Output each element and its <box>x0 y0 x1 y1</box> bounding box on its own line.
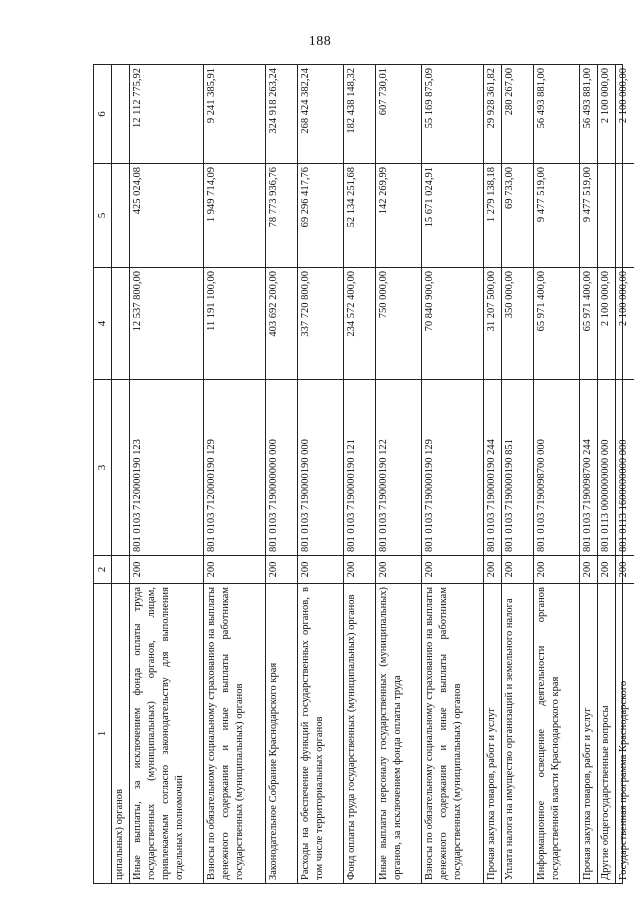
row-code: 200 <box>502 555 533 583</box>
table-row <box>616 65 634 883</box>
row-code: 200 <box>266 555 297 583</box>
row-exec: 52 134 251,68 <box>344 163 375 267</box>
row-name: Прочая закупка товаров, работ и услуг <box>580 583 597 883</box>
row-name: Взносы по обязательному социальному страхованию на выплаты денежного содержания и иные выплаты работникам государственных (муниципальных) органов <box>422 583 483 883</box>
row-kbk: 801 0103 7120000190 123 <box>130 379 203 555</box>
row-rest: 182 438 148,32 <box>346 68 357 134</box>
row-rest: 9 241 385,91 <box>206 68 217 124</box>
row-kbk: 801 0103 7190000190 244 <box>484 379 501 555</box>
row-code: 200 <box>130 555 203 583</box>
row-name: Иные выплаты, за исключением фонда оплаты труда государственных (муниципальных) органов, лицам, привлекаемым согласно законодательству для выполнения отдельных полномочий <box>130 583 203 883</box>
row-rest: 2 100 000,00 <box>618 68 629 124</box>
row-rest: 55 169 875,09 <box>424 68 435 129</box>
row-plan <box>112 267 129 379</box>
row-plan: 234 572 400,00 <box>344 267 375 379</box>
header-col-3: 3 <box>94 379 111 555</box>
header-col-2: 2 <box>94 555 111 583</box>
row-code: 200 <box>344 555 375 583</box>
row-name: Фонд оплаты труда государственных (муниципальных) органов <box>344 583 375 883</box>
row-code: 200 <box>598 555 615 583</box>
row-plan: 11 191 100,00 <box>204 267 265 379</box>
row-exec: 9 477 519,00 <box>580 163 597 267</box>
row-name: Прочая закупка товаров, работ и услуг <box>484 583 501 883</box>
table-row <box>204 65 266 883</box>
row-rest <box>112 65 129 163</box>
row-kbk: 801 0113 1600000000 000 <box>616 379 634 555</box>
row-rest: 56 493 881,00 <box>582 68 593 129</box>
row-rest: 607 730,01 <box>378 68 389 116</box>
header-col-5: 5 <box>94 163 111 267</box>
table-row <box>344 65 376 883</box>
row-plan: 337 720 800,00 <box>298 267 343 379</box>
row-exec: 69 733,00 <box>502 163 533 267</box>
table-row <box>580 65 598 883</box>
row-plan: 65 971 400,00 <box>534 267 579 379</box>
row-rest: 29 928 361,82 <box>486 68 497 129</box>
row-plan: 750 000,00 <box>376 267 421 379</box>
row-kbk: 801 0113 0000000000 000 <box>598 379 615 555</box>
row-code: 200 <box>298 555 343 583</box>
row-kbk: 801 0103 7190000190 122 <box>376 379 421 555</box>
row-kbk: 801 0103 7190000190 129 <box>422 379 483 555</box>
row-exec: 69 296 417,76 <box>298 163 343 267</box>
table-row <box>130 65 204 883</box>
row-code: 200 <box>616 555 634 583</box>
table-row <box>534 65 580 883</box>
row-name: Информационное освещение деятельности органов государственной власти Краснодарского края <box>534 583 579 883</box>
row-name: Взносы по обязательному социальному страхованию на выплаты денежного содержания и иные выплаты работникам государственных (муниципальных) органов <box>204 583 265 883</box>
row-exec: 1 949 714,09 <box>204 163 265 267</box>
row-rest: 2 100 000,00 <box>600 68 611 124</box>
row-code: 200 <box>422 555 483 583</box>
row-name: Уплата налога на имущество организаций и земельного налога <box>502 583 533 883</box>
row-plan: 2 100 000,00 <box>598 267 615 379</box>
row-kbk: 801 0103 7120000190 129 <box>204 379 265 555</box>
row-plan: 31 207 500,00 <box>484 267 501 379</box>
row-name: Расходы на обеспечение функций государственных органов, в том числе территориальных органов <box>298 583 343 883</box>
header-col-6: 6 <box>96 111 108 117</box>
row-kbk: 801 0103 7190098700 244 <box>580 379 597 555</box>
table-row <box>484 65 502 883</box>
row-name: Государственная программа Краснодарского <box>616 583 634 883</box>
row-name: Законодательное Собрание Краснодарского края <box>266 583 297 883</box>
table-row <box>376 65 422 883</box>
row-exec: 15 671 024,91 <box>422 163 483 267</box>
row-code: 200 <box>534 555 579 583</box>
row-plan: 70 840 900,00 <box>422 267 483 379</box>
row-exec: 9 477 519,00 <box>534 163 579 267</box>
row-exec: 142 269,99 <box>376 163 421 267</box>
table-row <box>266 65 298 883</box>
row-kbk <box>112 379 129 555</box>
row-code: 200 <box>376 555 421 583</box>
table-row <box>112 65 130 883</box>
row-rest: 12 112 775,92 <box>132 68 143 128</box>
row-plan: 12 537 800,00 <box>130 267 203 379</box>
header-col-1: 1 <box>94 583 111 883</box>
header-col-4: 4 <box>94 267 111 379</box>
row-kbk: 801 0103 7190000190 851 <box>502 379 533 555</box>
row-kbk: 801 0103 7190000190 121 <box>344 379 375 555</box>
row-code <box>112 555 129 583</box>
row-exec: 1 279 138,18 <box>484 163 501 267</box>
row-plan: 403 692 200,00 <box>266 267 297 379</box>
row-kbk: 801 0103 7190000190 000 <box>298 379 343 555</box>
row-rest: 268 424 382,24 <box>300 68 311 134</box>
table-row <box>298 65 344 883</box>
row-code: 200 <box>580 555 597 583</box>
table-row <box>422 65 484 883</box>
table-viewport <box>93 64 629 884</box>
row-exec <box>598 163 615 267</box>
row-name: Другие общегосударственные вопросы <box>598 583 615 883</box>
row-exec: 425 024,08 <box>130 163 203 267</box>
row-rest: 324 918 263,24 <box>268 68 279 134</box>
page-number: 188 <box>308 34 332 49</box>
row-kbk: 801 0103 7190000000 000 <box>266 379 297 555</box>
row-rest: 56 493 881,00 <box>536 68 547 129</box>
budget-execution-table <box>93 64 629 884</box>
row-plan: 350 000,00 <box>502 267 533 379</box>
table-header-row <box>94 65 112 883</box>
table-row <box>502 65 534 883</box>
table-row <box>598 65 616 883</box>
row-exec: 78 773 936,76 <box>266 163 297 267</box>
row-code: 200 <box>204 555 265 583</box>
row-rest: 280 267,00 <box>504 68 515 116</box>
row-plan: 2 100 000,00 <box>616 267 634 379</box>
row-name: Иные выплаты персоналу государственных (муниципальных) органов, за исключением фонда оплаты труда <box>376 583 421 883</box>
row-plan: 65 971 400,00 <box>580 267 597 379</box>
row-kbk: 801 0103 7190098700 000 <box>534 379 579 555</box>
row-name: ципальных) органов <box>112 583 129 883</box>
row-code: 200 <box>484 555 501 583</box>
row-exec <box>112 163 129 267</box>
row-exec <box>616 163 634 267</box>
